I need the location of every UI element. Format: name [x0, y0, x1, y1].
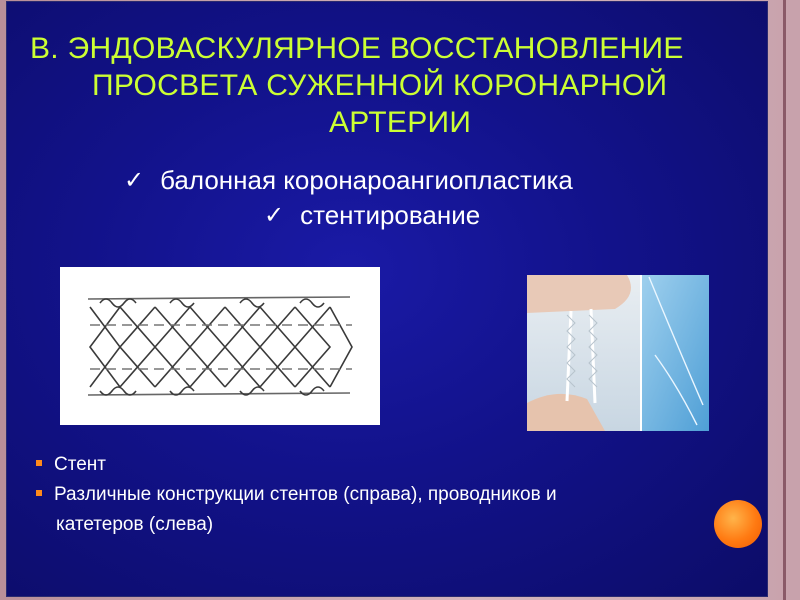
list-item-label: катетеров (слева)	[56, 514, 214, 535]
title-line-2: ПРОСВЕТА СУЖЕННОЙ КОРОНАРНОЙ	[92, 69, 668, 102]
stent-illustration	[60, 267, 380, 425]
list-item	[36, 450, 736, 480]
check-icon: ✓	[264, 202, 285, 229]
list-item-label: Стент	[54, 454, 106, 475]
check-bullet-angioplasty	[124, 165, 573, 196]
title-line-1: В. ЭНДОВАСКУЛЯРНОЕ ВОССТАНОВЛЕНИЕ	[30, 32, 684, 65]
check-icon: ✓	[124, 167, 145, 194]
stent-catheter-illustration	[527, 275, 709, 431]
frame-rule	[783, 0, 786, 600]
orange-square-bullet-icon	[36, 490, 42, 496]
list-item	[36, 480, 736, 510]
list-item-label: Различные конструкции стентов (справа), проводников и	[54, 484, 557, 505]
orange-square-bullet-icon	[36, 460, 42, 466]
stent-catheter-photo	[527, 275, 709, 431]
slide-title	[22, 30, 762, 141]
caption-list	[36, 450, 736, 540]
list-item-continuation	[36, 510, 736, 540]
check-bullet-label: балонная коронароангиопластика	[160, 165, 573, 195]
title-line-3: АРТЕРИИ	[329, 106, 472, 139]
check-bullet-stenting	[264, 200, 480, 231]
check-bullet-label: стентирование	[300, 200, 481, 230]
orange-circle-icon	[714, 500, 762, 548]
stent-image	[60, 267, 380, 425]
